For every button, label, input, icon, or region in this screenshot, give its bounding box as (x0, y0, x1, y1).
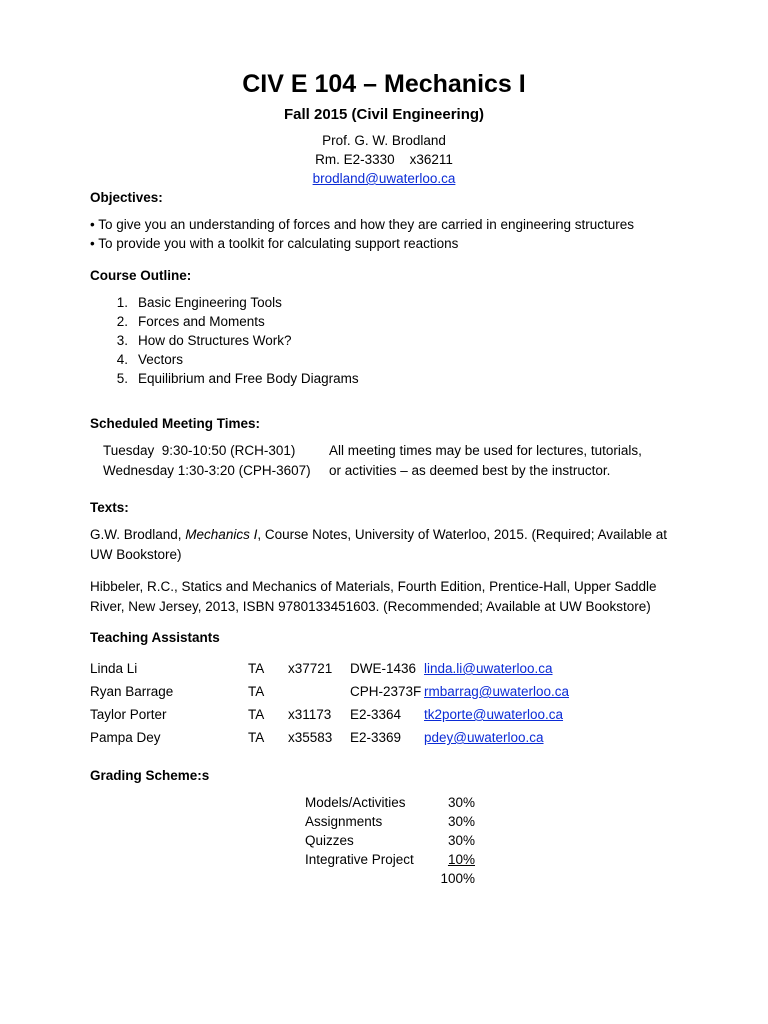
professor-office: Rm. E2-3330 x36211 (315, 152, 453, 167)
objective-item: • To give you an understanding of forces and how they are carried in engineering structures (90, 217, 635, 232)
meeting-time: Wednesday 1:30-3:20 (CPH-3607) (103, 463, 311, 478)
grading-heading: Grading Scheme:s (90, 768, 210, 783)
meetings-heading: Scheduled Meeting Times: (90, 416, 261, 431)
grading-label: Models/Activities (305, 795, 406, 810)
ta-name: Ryan Barrage (90, 684, 174, 699)
ta-room: E2-3364 (350, 707, 402, 722)
ta-email-link[interactable]: linda.li@uwaterloo.ca (424, 661, 553, 676)
ta-role: TA (248, 661, 265, 676)
ta-name: Linda Li (90, 661, 138, 676)
objectives-heading: Objectives: (90, 190, 163, 205)
objective-item: • To provide you with a toolkit for calculating support reactions (90, 236, 459, 251)
course-term: Fall 2015 (Civil Engineering) (283, 106, 485, 123)
ta-name: Taylor Porter (90, 707, 167, 722)
professor-name: Prof. G. W. Brodland (322, 133, 446, 148)
grading-total: 100% (440, 871, 475, 886)
texts-heading: Texts: (90, 500, 129, 515)
professor-email-row (0, 171, 768, 186)
outline-item: 1. Basic Engineering Tools (116, 295, 282, 310)
outline-heading: Course Outline: (90, 268, 192, 283)
ta-role: TA (248, 730, 265, 745)
text-recommended: Hibbeler, R.C., Statics and Mechanics of Materials, Fourth Edition, Prentice-Hall, Upper Saddle River, New Jersey, 2013, ISBN 9780133451603. (Recommended; Available at UW Bookstore) (90, 579, 657, 614)
outline-item: 4. Vectors (116, 352, 184, 367)
ta-room: CPH-2373F (350, 684, 422, 699)
outline-item: 2. Forces and Moments (116, 314, 265, 329)
ta-email-link[interactable]: tk2porte@uwaterloo.ca (424, 707, 564, 722)
meeting-note: or activities – as deemed best by the instructor. (329, 463, 611, 478)
outline-item: 5. Equilibrium and Free Body Diagrams (116, 371, 359, 386)
grading-label: Assignments (305, 814, 383, 829)
ta-extension: x37721 (288, 661, 333, 676)
text-required: G.W. Brodland, Mechanics I, Course Notes, University of Waterloo, 2015. (Required; Available at UW Bookstore) (90, 527, 668, 562)
meeting-note: All meeting times may be used for lectures, tutorials, (329, 443, 642, 458)
course-title: CIV E 104 – Mechanics I (242, 70, 526, 98)
book-title: Mechanics I (185, 527, 258, 542)
outline-item: 3. How do Structures Work? (116, 333, 292, 348)
grading-label: Quizzes (305, 833, 354, 848)
ta-room: E2-3369 (350, 730, 402, 745)
ta-role: TA (248, 684, 265, 699)
grading-value: 30% (447, 814, 475, 829)
ta-extension: x31173 (288, 707, 332, 722)
grading-value: 30% (447, 833, 475, 848)
tas-heading: Teaching Assistants (90, 630, 220, 645)
ta-role: TA (248, 707, 265, 722)
grading-label: Integrative Project (305, 852, 414, 867)
professor-email-link[interactable]: brodland@uwaterloo.ca (312, 171, 456, 186)
ta-room: DWE-1436 (350, 661, 417, 676)
meeting-time: Tuesday 9:30-10:50 (RCH-301) (103, 443, 296, 458)
ta-name: Pampa Dey (90, 730, 161, 745)
ta-extension: x35583 (288, 730, 333, 745)
grading-value: 10% (447, 852, 475, 867)
grading-value: 30% (447, 795, 475, 810)
ta-email-link[interactable]: rmbarrag@uwaterloo.ca (424, 684, 570, 699)
ta-email-link[interactable]: pdey@uwaterloo.ca (424, 730, 544, 745)
